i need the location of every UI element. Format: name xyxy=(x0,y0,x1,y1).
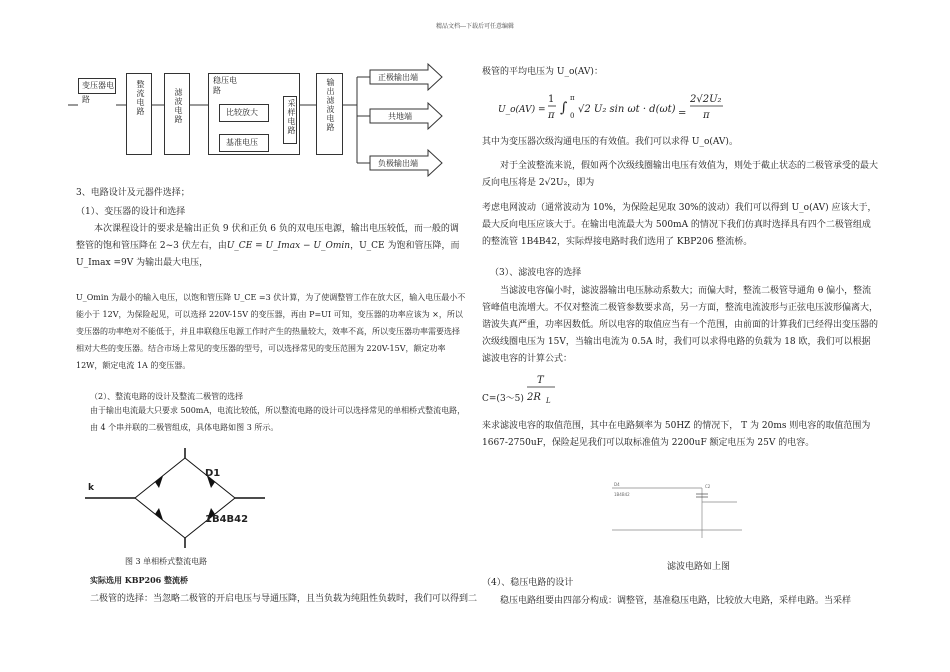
output-filter-block: 输出滤波电路 xyxy=(316,73,343,155)
svg-text:2R: 2R xyxy=(527,392,541,403)
filter-circuit-diagram xyxy=(612,478,742,538)
sampling-block: 采样电路 xyxy=(283,96,297,144)
svg-text:C2: C2 xyxy=(705,484,711,489)
svg-text:√2 U₂ sin ωt · d(ωt): √2 U₂ sin ωt · d(ωt) xyxy=(578,104,676,115)
para-rectifier: 由于输出电流最大只要求 500mA，电流比较低，所以整流电路的设计可以选择常见的单相桥式整流电路，由 4 个串并联的二极管组成，具体电路如图 3 所示。 xyxy=(90,406,466,432)
formula-svg xyxy=(548,90,728,130)
rectifier-block: 整流电路 xyxy=(126,73,152,155)
subsection-1-heading: （1）、变压器的设计和选择 xyxy=(76,207,186,217)
reference-block: 基准电压 xyxy=(219,134,269,152)
svg-text:0: 0 xyxy=(570,112,575,120)
regulator-block: 稳压电路 比较放大 基准电压 采样电路 xyxy=(208,73,300,155)
para-reverse-voltage: 对于全波整流来说，假如两个次级线圈输出电压有效值为，则处于截止状态的二极管承受的最大反向电压将是 2√2U₂，即为 xyxy=(482,161,879,188)
para-grid-fluctuation: 考虑电网波动（通常波动为 10%，为保险起见取 30%的波动）我们可以得到 U_o(AV) 应该大于，最大反向电压应该大于。在输出电流最大为 500mA 的情况下我们仿真时选择具有四个二极管组成的整流管 1B4B42，实际焊接电路时我们选用了 KBP206 整流桥。 xyxy=(482,203,877,247)
svg-text:L: L xyxy=(546,397,551,405)
svg-text:1: 1 xyxy=(548,94,555,105)
actual-part-note: 实际选用 KBP206 整流桥 xyxy=(90,575,188,585)
bridge-part-label: 1B4B42 xyxy=(205,514,249,525)
page-header: 精品文档---下载后可任意编辑 xyxy=(435,23,515,30)
neg-out-label: 负极输出端 xyxy=(378,159,418,168)
filter-block: 滤波电路 xyxy=(164,73,190,155)
subsection-3-heading: （3）、滤波电容的选择 xyxy=(490,268,582,278)
subsection-2-heading: （2）、整流电路的设计及整流二极管的选择 xyxy=(90,392,244,401)
svg-text:T: T xyxy=(537,375,544,386)
svg-text:∫: ∫ xyxy=(560,100,568,116)
para-regulator: 稳压电路组要由四部分构成：调整管，基准稳压电路，比较放大电路，采样电路。当采样 xyxy=(500,596,852,606)
subsection-4-heading: （4）、稳压电路的设计 xyxy=(482,578,574,588)
svg-text:2√2U₂: 2√2U₂ xyxy=(690,94,722,105)
svg-text:D4: D4 xyxy=(614,482,620,487)
para-transformer-2: U_Omin 为最小的输入电压，以饱和管压降 U_CE =3 伏计算，为了使调整管工作在放大区，输入电压最小不能小于 12V，为保险起见，可以选择 220V-15V 的变压器，再由 P=UI 可知，变压器的功率应该为 ×，所以变压器的功率绝对不能低于，并且串联稳压电源工作时产生的热量较大，效率不高，所以变压器功率需要选择相对大些的变压器。结合市场上常见的变压器的型号，可以选择常见的变压范围为 220V-15V，额定功率 12W，额定电流 1A 的变压器。 xyxy=(76,293,466,370)
bridge-k-label: k xyxy=(88,483,94,493)
right-line-1: 极管的平均电压为 U_o(AV)： xyxy=(482,67,603,77)
transformer-block: 变压器电路 xyxy=(78,78,116,94)
para-transformer: 本次课程设计的要求是输出正负 9 伏和正负 6 负的双电压电源，输出电压较低，而一般的调整管的饱和管压降在 2~3 伏左右，由U_CE = U_Imax − U_Omin，U_CE 为饱和管压降，而U_Imax =9V 为输出最大电压， xyxy=(76,224,460,268)
svg-text:=: = xyxy=(678,108,687,119)
compare-amp-block: 比较放大 xyxy=(219,104,269,122)
figure-3-caption: 图 3 单相桥式整流电路 xyxy=(125,557,208,566)
svg-text:π: π xyxy=(570,94,575,102)
para-filter-capacitor: 当滤波电容偏小时，滤波器输出电压脉动系数大；而偏大时，整流二极管导通角 θ 偏小，整流管峰值电流增大。不仅对整流二极管参数要求高，另一方面，整流电流波形与正弦电压波形偏离大，谐波失真严重，功率因数低。所以电容的取值应当有一个范围，由前面的计算我们已经得出变压器的次级线圈电压为 15V，当输出电流为 0.5A 时，我们可以求得电路的负载为 18 欧，我们可以根据滤波电容的计算公式： xyxy=(482,286,879,364)
pos-out-label: 正极输出端 xyxy=(378,73,418,82)
bridge-rectifier-svg xyxy=(85,448,285,548)
cap-fraction-svg xyxy=(525,372,565,412)
section-3-heading: 3、电路设计及元器件选择； xyxy=(76,188,190,198)
bridge-d1-label: D1 xyxy=(205,468,221,479)
svg-text:π: π xyxy=(703,110,710,121)
filter-circuit-caption: 滤波电路如上图 xyxy=(667,562,731,572)
para-diode-selection: 二极管的选择：当忽略二极管的开启电压与导通压降，且当负载为纯阻性负载时，我们可以得到二 xyxy=(90,594,478,604)
svg-text:1B4B42: 1B4B42 xyxy=(614,492,630,497)
para-capacitor-range: 来求滤波电容的取值范围，其中在电路频率为 50HZ 的情况下， T 为 20ms 则电容的取值范围为 1667-2750uF，保险起见我们可以取标准值为 2200uF 额定电压为 25V 的电容。 xyxy=(482,421,871,448)
formula-note: 其中为变压器次级沟通电压的有效值。我们可以求得 U_o(AV)。 xyxy=(482,137,738,147)
svg-text:π: π xyxy=(548,110,555,121)
common-label: 共地端 xyxy=(388,112,412,121)
